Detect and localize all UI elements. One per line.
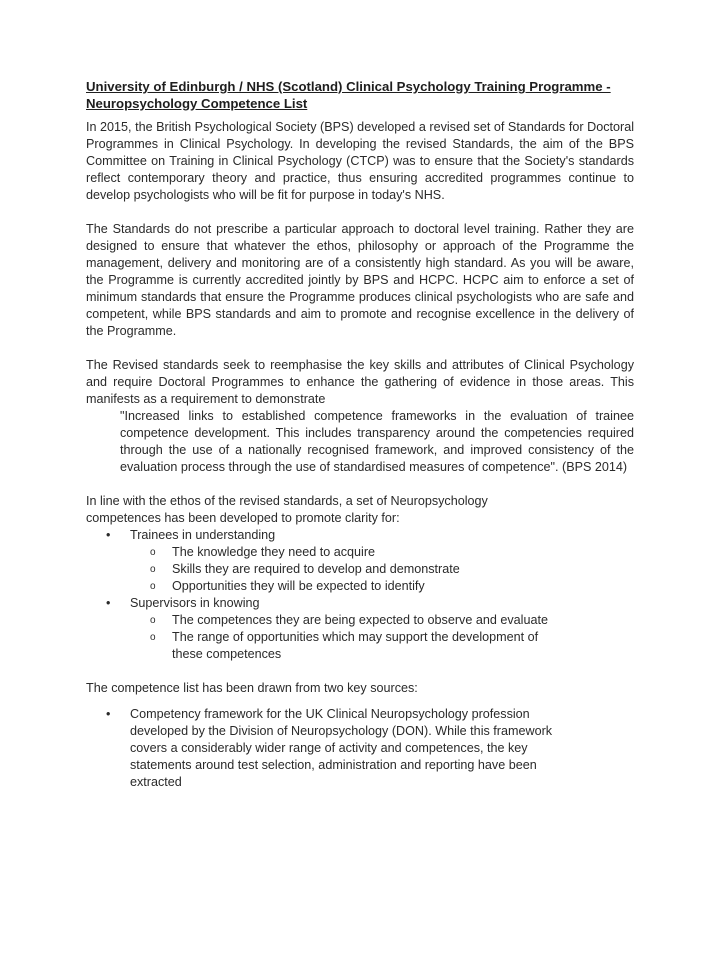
bullet-icon: •	[106, 528, 111, 542]
document-page	[86, 78, 634, 791]
clarity-list	[86, 527, 634, 663]
circle-bullet-icon: o	[150, 581, 156, 592]
list-item: o The range of opportunities which may support the development of these competences	[150, 630, 539, 661]
list-item-don-framework: • Competency framework for the UK Clinical Neuropsychology profession developed by the Division of Neuropsychology (DON). While this framework covers a considerably wider range of activity and competences, the key statements around test selection, administration and reporting have been extracted	[106, 707, 553, 789]
circle-bullet-icon: o	[150, 615, 156, 626]
paragraph-revised-standards: The Revised standards seek to reemphasise the key skills and attributes of Clinical Psychology and require Doctoral Programmes to enhance the gathering of evidence in those areas. This manifests as a requirement to demonstrate	[86, 358, 634, 406]
paragraph-bps-standards: In 2015, the British Psychological Society (BPS) developed a revised set of Standards for Doctoral Programmes in Clinical Psychology. In developing the revised Standards, the aim of the BPS Committee on Training in Clinical Psychology (CTCP) was to ensure that the Society's standards reflect contemporary theory and practice, thus ensuring accredited programmes continue to develop psychologists who will be fit for purpose in today's NHS.	[86, 120, 634, 202]
circle-bullet-icon: o	[150, 632, 156, 643]
clarity-intro: In line with the ethos of the revised standards, a set of Neuropsychology competences has been developed to promote clarity for:	[86, 494, 488, 525]
list-item: o Skills they are required to develop and demonstrate	[150, 562, 460, 576]
list-item-trainees: • Trainees in understanding o The knowledge they need to acquire o Skills they are required to develop and demonstrate o Opportunities they will be expected to identify	[86, 527, 634, 595]
list-item: o Opportunities they will be expected to identify	[150, 579, 425, 593]
list-item-supervisors: • Supervisors in knowing o The competences they are being expected to observe and evaluate o The range of opportunities which may support the development of these competences	[86, 595, 634, 663]
document-title: University of Edinburgh / NHS (Scotland) Clinical Psychology Training Programme - Neuropsychology Competence List	[86, 79, 611, 111]
bullet-icon: •	[106, 707, 111, 721]
paragraph-standards-approach: The Standards do not prescribe a particular approach to doctoral level training. Rather they are designed to ensure that whatever the ethos, philosophy or approach of the Programme the management, delivery and monitoring are of a consistently high standard. As you will be aware, the Programme is currently accredited jointly by BPS and HCPC. HCPC aim to enforce a set of minimum standards that ensure the Programme produces clinical psychologists who are safe and competent, while BPS standards and aim to promote and recognise excellence in the delivery of the Programme.	[86, 222, 634, 338]
quote-bps-2014: "Increased links to established competence frameworks in the evaluation of trainee competence development. This includes transparency around the competencies required through the use of a nationally recognised framework, and improved consistency of the evaluation process through the use of standardised measures of competence". (BPS 2014)	[120, 409, 634, 474]
list-item: o The competences they are being expected to observe and evaluate	[150, 613, 548, 627]
bullet-icon: •	[106, 596, 111, 610]
circle-bullet-icon: o	[150, 547, 156, 558]
circle-bullet-icon: o	[150, 564, 156, 575]
sources-list	[86, 706, 586, 791]
list-item: o The knowledge they need to acquire	[150, 545, 376, 559]
sources-intro: The competence list has been drawn from two key sources:	[86, 681, 418, 695]
